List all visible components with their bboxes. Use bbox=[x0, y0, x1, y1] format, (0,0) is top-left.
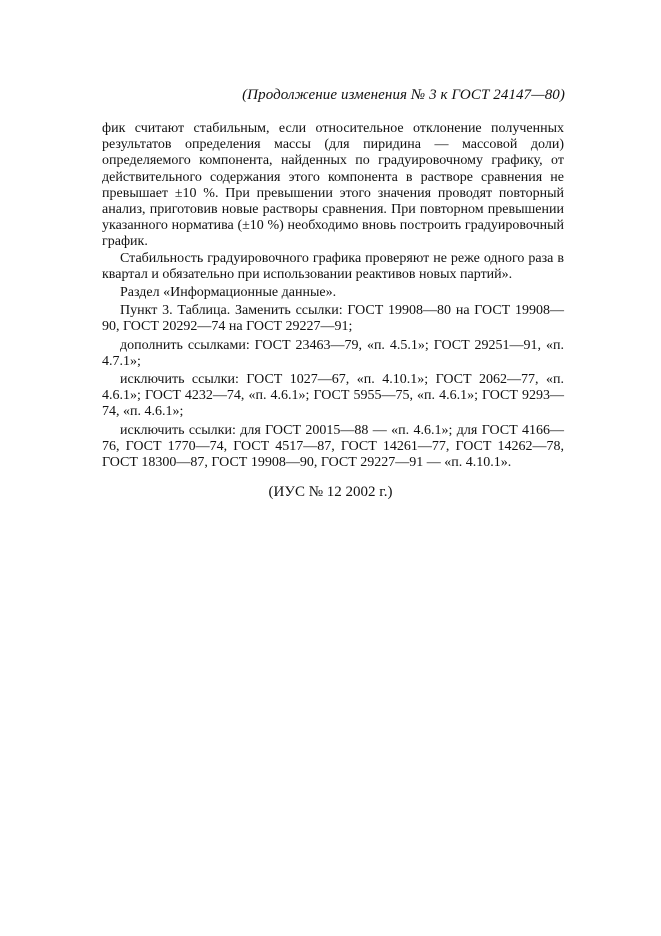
paragraph-exclude-references-1: исключить ссылки: ГОСТ 1027—67, «п. 4.10.1»; ГОСТ 2062—77, «п. 4.6.1»; ГОСТ 4232—74, «п. 4.6.1»; ГОСТ 5955—75, «п. 4.6.1»; ГОСТ 9293—74, «п. 4.6.1»; bbox=[102, 372, 564, 420]
paragraph-stability-criterion: фик считают стабильным, если относительное отклонение полученных результатов определения массы (для пиридина — массовой доли) определяемого компонента, найденных по градуировочному графику, от действительного содержания этого компонента в растворе сравнения не превышает ±10 %. При превышении этого значения проводят повторный анализ, приготовив новые растворы сравнения. При повторном превышении указанного норматива (±10 %) необходимо вновь построить градуировочный график. bbox=[102, 121, 564, 250]
paragraph-section-info: Раздел «Информационные данные». bbox=[120, 285, 337, 301]
paragraph-stability-check: Стабильность градуировочного графика проверяют не реже одного раза в квартал и обязательно при использовании реактивов новых партий». bbox=[102, 250, 564, 282]
ius-footer: (ИУС № 12 2002 г.) bbox=[268, 484, 393, 500]
paragraph-add-references: дополнить ссылками: ГОСТ 23463—79, «п. 4.5.1»; ГОСТ 29251—91, «п. 4.7.1»; bbox=[102, 337, 564, 369]
paragraph-exclude-references-2: исключить ссылки: для ГОСТ 20015—88 — «п. 4.6.1»; для ГОСТ 4166—76, ГОСТ 1770—74, ГОСТ 4517—87, ГОСТ 14261—77, ГОСТ 14262—78, ГОСТ 18300—87, ГОСТ 19908—90, ГОСТ 29227—91 — «п. 4.10.1». bbox=[102, 422, 564, 471]
continuation-header: (Продолжение изменения № 3 к ГОСТ 24147—80) bbox=[242, 87, 565, 103]
document-body bbox=[102, 121, 564, 471]
paragraph-item-3-replace: Пункт 3. Таблица. Заменить ссылки: ГОСТ 19908—80 на ГОСТ 19908—90, ГОСТ 20292—74 на ГОСТ 29227—91; bbox=[102, 303, 564, 335]
